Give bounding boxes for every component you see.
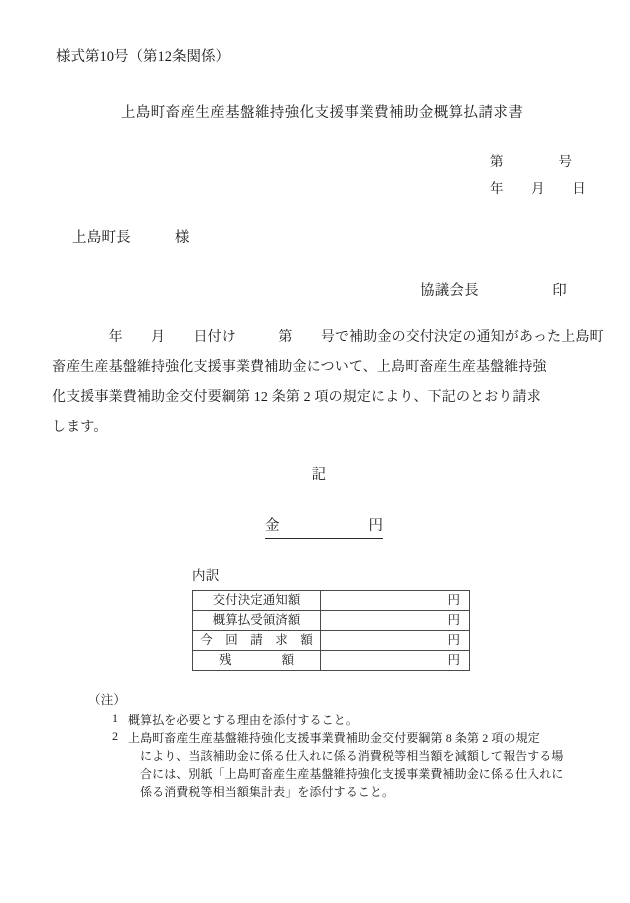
breakdown-row-label: 概算払受領済額 xyxy=(193,611,321,631)
note-text: により、当該補助金に係る仕入れに係る消費税等相当額を減額して報告する場 xyxy=(140,749,564,763)
note-text: 合には、別紙「上島町畜産生産基盤維持強化支援事業費補助金に係る仕入れに xyxy=(140,767,564,781)
signer-line: 協議会長 印 xyxy=(420,283,567,299)
table-row xyxy=(193,611,470,631)
body-paragraph-line-3: 化支援事業費補助金交付要綱第 12 条第 2 項の規定により、下記のとおり請求 xyxy=(52,390,541,405)
document-title: 上島町畜産生産基盤維持強化支援事業費補助金概算払請求書 xyxy=(120,105,524,121)
issue-date-field: 年 月 日 xyxy=(490,181,586,196)
notes-heading: （注） xyxy=(88,693,127,707)
note-text: 概算払を必要とする理由を添付すること。 xyxy=(128,713,358,727)
breakdown-row-value[interactable]: 円 xyxy=(321,651,470,671)
ki-mark: 記 xyxy=(311,467,327,483)
table-row xyxy=(193,651,470,671)
note-number: 2 xyxy=(112,729,118,743)
breakdown-row-label: 今 回 請 求 額 xyxy=(193,631,321,651)
table-row xyxy=(193,591,470,611)
breakdown-table xyxy=(192,590,470,671)
breakdown-row-label: 交付決定通知額 xyxy=(193,591,321,611)
breakdown-row-value[interactable]: 円 xyxy=(321,631,470,651)
body-paragraph-line-2: 畜産生産基盤維持強化支援事業費補助金について、上島町畜産生産基盤維持強 xyxy=(52,360,547,375)
amount-entry-line xyxy=(265,514,383,539)
issue-number-field: 第 号 xyxy=(490,154,573,169)
amount-prefix-label: 金 xyxy=(265,518,280,534)
note-text: 係る消費税等相当額集計表」を添付すること。 xyxy=(140,785,395,799)
form-number: 様式第10号（第12条関係） xyxy=(56,49,230,65)
breakdown-row-label: 残 額 xyxy=(193,651,321,671)
breakdown-table-body xyxy=(193,591,470,671)
body-paragraph-line-4: します。 xyxy=(52,420,108,435)
addressee: 上島町長 様 xyxy=(72,230,190,246)
amount-currency-unit: 円 xyxy=(368,518,383,534)
breakdown-row-value[interactable]: 円 xyxy=(321,611,470,631)
body-paragraph-line-1: 年 月 日付け 第 号で補助金の交付決定の通知があった上島町 xyxy=(52,330,604,345)
table-row xyxy=(193,631,470,651)
note-text: 上島町畜産生産基盤維持強化支援事業費補助金交付要綱第 8 条第 2 項の規定 xyxy=(128,731,540,745)
note-number: 1 xyxy=(112,711,118,725)
breakdown-row-value[interactable]: 円 xyxy=(321,591,470,611)
breakdown-label: 内訳 xyxy=(192,568,220,583)
